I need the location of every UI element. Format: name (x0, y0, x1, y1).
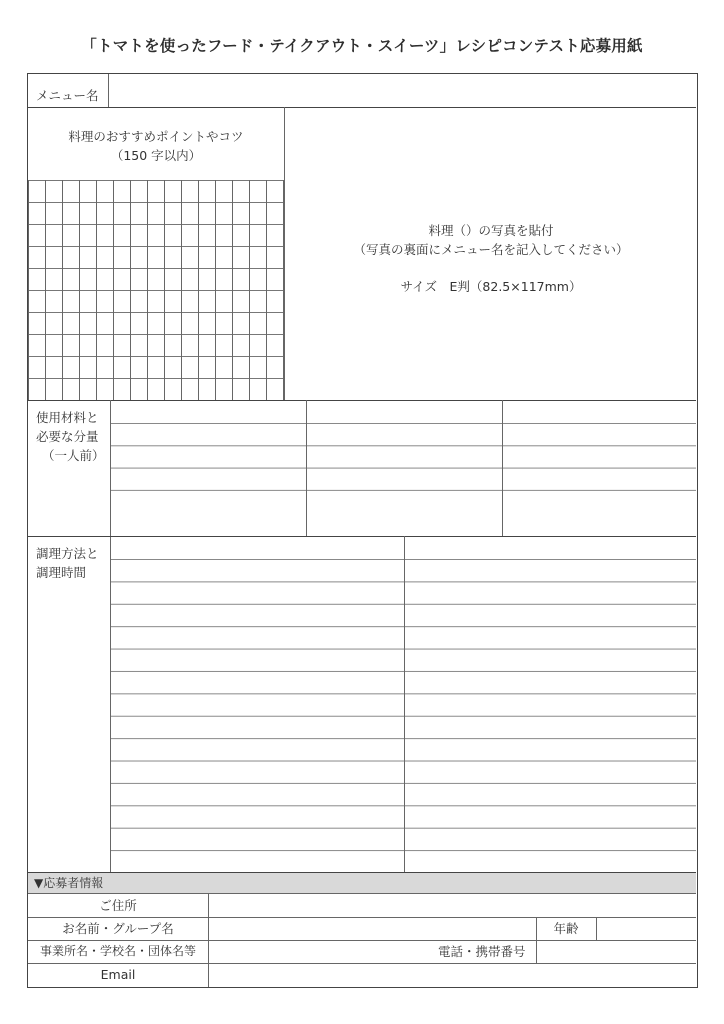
name-label: お名前・グループ名 (62, 921, 174, 936)
points-label-line2: （150 字以内） (110, 148, 202, 163)
photo-instruction-line1: 料理（）の写真を貼付 (428, 223, 554, 238)
points-writing-grid[interactable] (28, 180, 285, 400)
method-label-line2: 調理時間 (36, 565, 87, 580)
menu-name-label: メニュー名 (36, 88, 99, 103)
organization-label: 事業所名・学校名・団体名等 (39, 944, 196, 958)
ingredients-label-line1: 使用材料と (36, 410, 99, 425)
email-field[interactable] (209, 964, 696, 986)
application-form (27, 73, 698, 988)
photo-size-text: サイズ E判（82.5×117mm） (400, 279, 582, 294)
phone-label: 電話・携帯番号 (438, 944, 526, 959)
menu-name-field[interactable] (109, 74, 696, 107)
age-field[interactable] (597, 918, 696, 940)
ingredients-label-line2: 必要な分量 (36, 429, 99, 444)
photo-instruction-line2: （写真の裏面にメニュー名を記入してください） (353, 242, 629, 257)
email-label: Email (100, 967, 136, 982)
row-divider (28, 536, 696, 537)
ingredients-column-divider (306, 400, 307, 536)
applicant-header-bar (28, 872, 696, 894)
photo-paste-area[interactable] (285, 108, 696, 400)
page-title: 「トマトを使ったフード・テイクアウト・スイーツ」レシピコンテスト応募用紙 (81, 37, 643, 55)
phone-field[interactable] (537, 941, 696, 963)
method-label-line1: 調理方法と (36, 546, 99, 561)
name-field[interactable] (209, 918, 536, 940)
age-label: 年齢 (553, 921, 579, 936)
applicant-header: ▼応募者情報 (34, 876, 104, 890)
address-field[interactable] (209, 895, 696, 917)
address-label: ご住所 (99, 898, 137, 913)
organization-field[interactable] (209, 941, 428, 963)
points-label-line1: 料理のおすすめポイントやコツ (68, 129, 244, 144)
row-divider (28, 400, 696, 401)
method-column-divider (404, 536, 405, 872)
ingredients-column-divider (502, 400, 503, 536)
ingredients-label-line3: （一人前） (42, 448, 105, 463)
ingredients-lines[interactable] (111, 423, 696, 512)
